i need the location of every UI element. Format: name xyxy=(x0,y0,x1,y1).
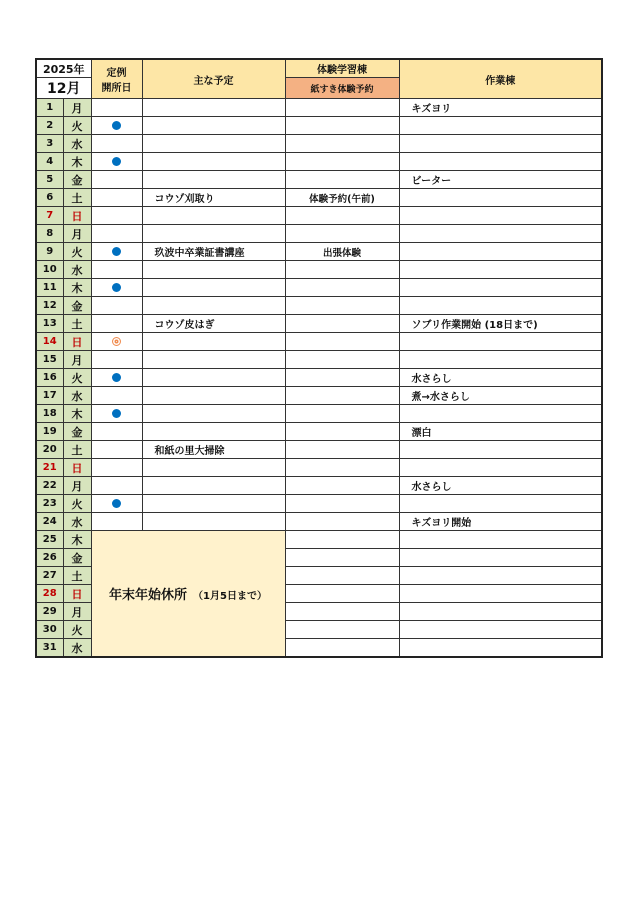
taiken-cell xyxy=(285,99,399,117)
table-row xyxy=(36,189,602,207)
work-cell: 煮→水さらし xyxy=(399,387,602,405)
weekday: 月 xyxy=(63,225,91,243)
day-number: 27 xyxy=(36,567,63,585)
day-number: 15 xyxy=(36,351,63,369)
taiken-sub-header: 紙すき体験予約 xyxy=(285,78,399,99)
day-number: 30 xyxy=(36,621,63,639)
weekday: 火 xyxy=(63,117,91,135)
work-cell xyxy=(399,243,602,261)
taiken-cell xyxy=(285,405,399,423)
main-schedule-cell xyxy=(142,477,285,495)
closed-note: （1月5日まで） xyxy=(193,591,267,602)
table-row xyxy=(36,135,602,153)
open-day-dot-icon xyxy=(112,499,121,508)
work-cell xyxy=(399,441,602,459)
taiken-cell xyxy=(285,423,399,441)
day-number: 8 xyxy=(36,225,63,243)
work-cell xyxy=(399,189,602,207)
work-cell xyxy=(399,135,602,153)
table-row xyxy=(36,351,602,369)
main-schedule-cell xyxy=(142,459,285,477)
weekday: 水 xyxy=(63,639,91,658)
weekday: 月 xyxy=(63,351,91,369)
day-number: 28 xyxy=(36,585,63,603)
open-day-cell xyxy=(91,225,142,243)
work-cell xyxy=(399,495,602,513)
weekday: 土 xyxy=(63,315,91,333)
weekday: 木 xyxy=(63,405,91,423)
open-day-cell xyxy=(91,189,142,207)
weekday: 水 xyxy=(63,261,91,279)
open-day-cell xyxy=(91,423,142,441)
open-day-cell xyxy=(91,369,142,387)
open-day-dot-icon xyxy=(112,409,121,418)
open-day-header-line-2: 開所日 xyxy=(101,83,132,94)
work-cell xyxy=(399,585,602,603)
open-day-cell xyxy=(91,351,142,369)
open-day-dot-icon xyxy=(112,247,121,256)
table-row xyxy=(36,477,602,495)
taiken-cell xyxy=(285,315,399,333)
day-number: 12 xyxy=(36,297,63,315)
work-cell: ビーター xyxy=(399,171,602,189)
day-number: 10 xyxy=(36,261,63,279)
open-day-cell xyxy=(91,405,142,423)
table-row xyxy=(36,459,602,477)
table-row xyxy=(36,531,602,549)
taiken-cell xyxy=(285,477,399,495)
taiken-cell xyxy=(285,585,399,603)
taiken-building-header: 体験学習棟 xyxy=(285,59,399,78)
work-cell xyxy=(399,333,602,351)
weekday: 金 xyxy=(63,549,91,567)
open-day-cell xyxy=(91,513,142,531)
taiken-cell xyxy=(285,279,399,297)
weekday: 月 xyxy=(63,99,91,117)
day-number: 20 xyxy=(36,441,63,459)
day-number: 21 xyxy=(36,459,63,477)
open-day-dot-icon xyxy=(112,373,121,382)
weekday: 火 xyxy=(63,621,91,639)
open-day-dot-icon xyxy=(112,283,121,292)
table-row xyxy=(36,333,602,351)
work-cell xyxy=(399,153,602,171)
day-number: 31 xyxy=(36,639,63,658)
main-schedule-cell xyxy=(142,297,285,315)
table-row xyxy=(36,495,602,513)
work-cell xyxy=(399,225,602,243)
taiken-cell xyxy=(285,117,399,135)
day-number: 22 xyxy=(36,477,63,495)
taiken-cell xyxy=(285,639,399,658)
table-row xyxy=(36,117,602,135)
weekday: 金 xyxy=(63,423,91,441)
main-schedule-cell xyxy=(142,423,285,441)
table-row xyxy=(36,225,602,243)
weekday: 水 xyxy=(63,513,91,531)
work-cell xyxy=(399,279,602,297)
open-day-cell xyxy=(91,243,142,261)
main-schedule-cell xyxy=(142,279,285,297)
taiken-cell xyxy=(285,171,399,189)
main-schedule-cell xyxy=(142,513,285,531)
open-day-dot-icon xyxy=(112,157,121,166)
weekday: 月 xyxy=(63,603,91,621)
taiken-cell: 体験予約(午前) xyxy=(285,189,399,207)
main-schedule-cell xyxy=(142,207,285,225)
open-day-cell xyxy=(91,207,142,225)
open-day-cell xyxy=(91,387,142,405)
main-schedule-cell xyxy=(142,99,285,117)
table-row xyxy=(36,369,602,387)
work-cell xyxy=(399,549,602,567)
open-day-cell xyxy=(91,171,142,189)
taiken-cell xyxy=(285,495,399,513)
table-row xyxy=(36,279,602,297)
work-cell: 漂白 xyxy=(399,423,602,441)
main-schedule-cell xyxy=(142,153,285,171)
work-cell xyxy=(399,639,602,658)
main-schedule-cell: コウゾ刈取り xyxy=(142,189,285,207)
day-number: 19 xyxy=(36,423,63,441)
day-number: 13 xyxy=(36,315,63,333)
taiken-cell xyxy=(285,261,399,279)
open-day-header-line-1: 定例 xyxy=(106,68,127,79)
main-schedule-cell xyxy=(142,495,285,513)
weekday: 木 xyxy=(63,531,91,549)
work-cell: ソブリ作業開始 (18日まで) xyxy=(399,315,602,333)
taiken-cell xyxy=(285,603,399,621)
main-schedule-cell: 玖波中卒業証書講座 xyxy=(142,243,285,261)
taiken-cell: 出張体験 xyxy=(285,243,399,261)
main-schedule-cell xyxy=(142,171,285,189)
taiken-cell xyxy=(285,297,399,315)
taiken-cell xyxy=(285,531,399,549)
table-row xyxy=(36,297,602,315)
open-day-cell xyxy=(91,153,142,171)
weekday: 日 xyxy=(63,333,91,351)
work-cell xyxy=(399,405,602,423)
day-number: 23 xyxy=(36,495,63,513)
open-day-cell xyxy=(91,135,142,153)
weekday: 木 xyxy=(63,153,91,171)
work-cell: キズヨリ開始 xyxy=(399,513,602,531)
day-number: 18 xyxy=(36,405,63,423)
day-number: 5 xyxy=(36,171,63,189)
day-number: 6 xyxy=(36,189,63,207)
work-cell: キズヨリ xyxy=(399,99,602,117)
weekday: 火 xyxy=(63,369,91,387)
open-day-cell xyxy=(91,477,142,495)
day-number: 25 xyxy=(36,531,63,549)
weekday: 月 xyxy=(63,477,91,495)
work-cell xyxy=(399,117,602,135)
main-schedule-cell xyxy=(142,351,285,369)
table-row xyxy=(36,99,602,117)
table-row xyxy=(36,387,602,405)
table-row xyxy=(36,261,602,279)
double-circle-icon xyxy=(112,337,121,346)
work-cell: 水さらし xyxy=(399,369,602,387)
taiken-cell xyxy=(285,513,399,531)
table-row xyxy=(36,207,602,225)
closed-period-cell xyxy=(91,531,285,658)
weekday: 日 xyxy=(63,207,91,225)
open-day-cell xyxy=(91,459,142,477)
work-cell xyxy=(399,621,602,639)
main-schedule-cell xyxy=(142,117,285,135)
weekday: 金 xyxy=(63,171,91,189)
table-row xyxy=(36,423,602,441)
weekday: 金 xyxy=(63,297,91,315)
taiken-cell xyxy=(285,369,399,387)
taiken-cell xyxy=(285,153,399,171)
taiken-cell xyxy=(285,459,399,477)
day-number: 2 xyxy=(36,117,63,135)
work-cell xyxy=(399,351,602,369)
work-cell xyxy=(399,603,602,621)
day-number: 17 xyxy=(36,387,63,405)
day-number: 9 xyxy=(36,243,63,261)
table-row xyxy=(36,513,602,531)
work-cell xyxy=(399,261,602,279)
day-number: 1 xyxy=(36,99,63,117)
day-number: 11 xyxy=(36,279,63,297)
weekday: 水 xyxy=(63,135,91,153)
day-number: 4 xyxy=(36,153,63,171)
taiken-cell xyxy=(285,135,399,153)
weekday: 水 xyxy=(63,387,91,405)
taiken-cell xyxy=(285,621,399,639)
year-label: 2025年 xyxy=(36,59,91,78)
taiken-cell xyxy=(285,441,399,459)
main-schedule-cell xyxy=(142,405,285,423)
taiken-cell xyxy=(285,225,399,243)
month-label: 12月 xyxy=(36,78,91,99)
work-cell xyxy=(399,297,602,315)
day-number: 16 xyxy=(36,369,63,387)
table-row xyxy=(36,441,602,459)
day-number: 3 xyxy=(36,135,63,153)
taiken-cell xyxy=(285,549,399,567)
work-cell xyxy=(399,567,602,585)
work-cell: 水さらし xyxy=(399,477,602,495)
day-number: 24 xyxy=(36,513,63,531)
main-schedule-cell xyxy=(142,333,285,351)
day-number: 29 xyxy=(36,603,63,621)
main-schedule-cell xyxy=(142,387,285,405)
closed-label: 年末年始休所 xyxy=(109,588,188,603)
day-number: 7 xyxy=(36,207,63,225)
open-day-cell xyxy=(91,495,142,513)
table-row xyxy=(36,153,602,171)
schedule-rows xyxy=(36,99,602,658)
main-schedule-cell: コウゾ皮はぎ xyxy=(142,315,285,333)
main-schedule-cell xyxy=(142,135,285,153)
open-day-dot-icon xyxy=(112,121,121,130)
work-building-header: 作業棟 xyxy=(399,59,602,99)
main-schedule-cell xyxy=(142,261,285,279)
main-schedule-cell: 和紙の里大掃除 xyxy=(142,441,285,459)
open-day-cell xyxy=(91,297,142,315)
weekday: 土 xyxy=(63,441,91,459)
weekday: 日 xyxy=(63,459,91,477)
table-row xyxy=(36,243,602,261)
open-day-cell xyxy=(91,261,142,279)
weekday: 火 xyxy=(63,495,91,513)
open-day-cell xyxy=(91,99,142,117)
taiken-cell xyxy=(285,567,399,585)
open-day-cell xyxy=(91,441,142,459)
weekday: 土 xyxy=(63,189,91,207)
day-number: 26 xyxy=(36,549,63,567)
main-schedule-cell xyxy=(142,225,285,243)
weekday: 火 xyxy=(63,243,91,261)
open-day-cell xyxy=(91,333,142,351)
main-schedule-cell xyxy=(142,369,285,387)
weekday: 日 xyxy=(63,585,91,603)
work-cell xyxy=(399,531,602,549)
main-schedule-header: 主な予定 xyxy=(142,59,285,99)
weekday: 土 xyxy=(63,567,91,585)
schedule-table xyxy=(35,58,603,658)
table-row xyxy=(36,315,602,333)
weekday: 木 xyxy=(63,279,91,297)
taiken-cell xyxy=(285,351,399,369)
open-day-cell xyxy=(91,279,142,297)
taiken-cell xyxy=(285,207,399,225)
day-number: 14 xyxy=(36,333,63,351)
open-day-header xyxy=(91,59,142,99)
work-cell xyxy=(399,207,602,225)
taiken-cell xyxy=(285,333,399,351)
work-cell xyxy=(399,459,602,477)
taiken-cell xyxy=(285,387,399,405)
table-row xyxy=(36,405,602,423)
open-day-cell xyxy=(91,117,142,135)
table-row xyxy=(36,171,602,189)
open-day-cell xyxy=(91,315,142,333)
